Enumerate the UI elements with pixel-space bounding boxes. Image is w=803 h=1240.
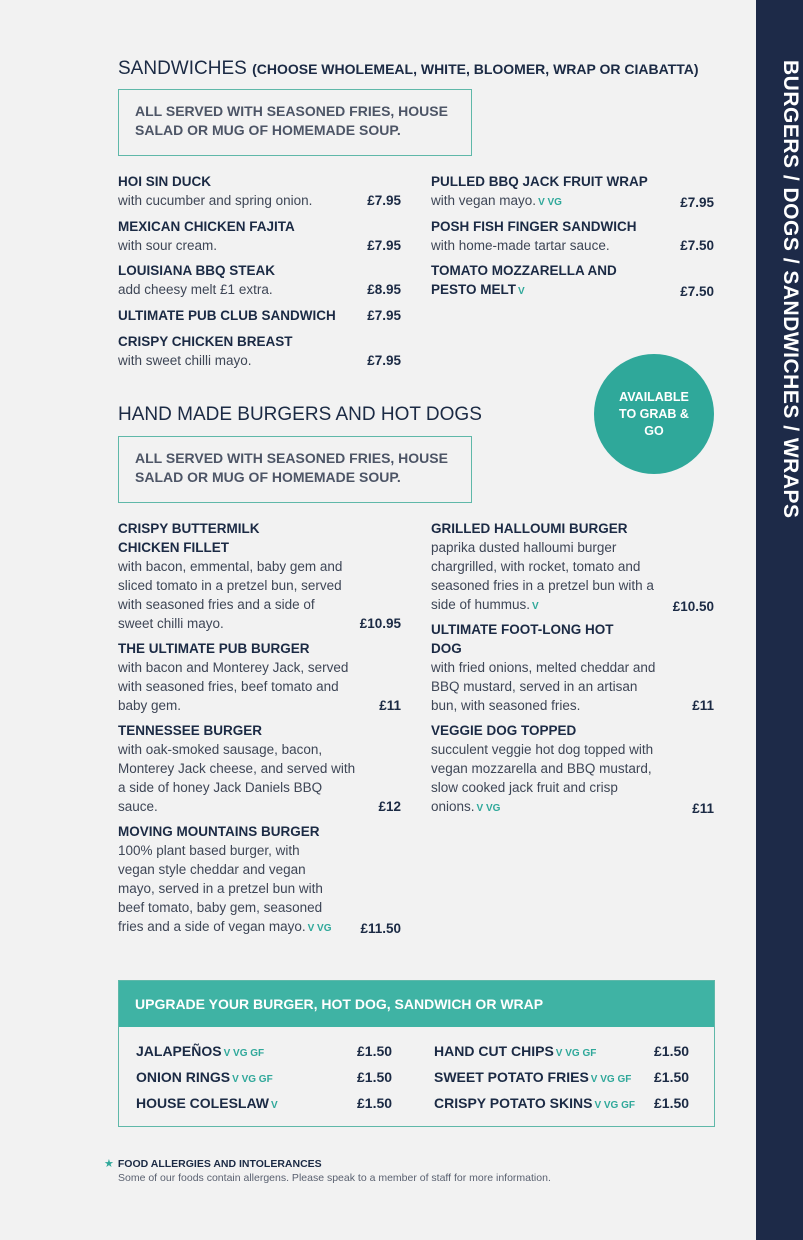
item-name: POSH FISH FINGER SANDWICH <box>431 219 637 234</box>
menu-item <box>118 639 401 715</box>
item-desc: with vegan mayo. <box>431 193 537 208</box>
upgrade-price: £1.50 <box>654 1043 690 1059</box>
upgrade-price: £1.50 <box>357 1069 393 1085</box>
upgrade-item <box>434 1095 635 1111</box>
allergy-notice <box>104 1157 551 1185</box>
item-price: £10.95 <box>359 616 401 631</box>
item-price: £11 <box>692 801 714 816</box>
item-price: £7.50 <box>680 238 714 253</box>
sidebar-label: BURGERS / DOGS / SANDWICHES / WRAPS <box>779 60 802 519</box>
item-desc: with oak-smoked sausage, bacon, Monterey Jack cheese, and served with a side of honey Jack Daniels BBQ sauce. <box>118 742 356 814</box>
badge-label: AVAILABLE TO GRAB & GO <box>619 389 689 438</box>
item-name: VEGGIE DOG TOPPED <box>431 723 577 738</box>
upgrade-item-name: CRISPY POTATO SKINS <box>434 1095 593 1111</box>
upgrade-price: £1.50 <box>357 1043 393 1059</box>
upgrade-item <box>136 1043 264 1059</box>
dietary-tag: V <box>518 286 525 297</box>
item-price: £10.50 <box>672 599 714 614</box>
upgrade-price: £1.50 <box>357 1095 393 1111</box>
upgrade-price: £1.50 <box>654 1095 690 1111</box>
dietary-tag: V VG GF <box>223 1048 265 1059</box>
dietary-tag: V VG GF <box>594 1100 635 1111</box>
item-desc: paprika dusted halloumi burger chargrilled, with rocket, tomato and seasoned fries in a pretzel bun with a side of hummus. <box>431 540 654 612</box>
allergy-heading: FOOD ALLERGIES AND INTOLERANCES <box>117 1158 322 1170</box>
item-name: HOI SIN DUCK <box>118 174 212 189</box>
upgrade-item <box>434 1043 596 1059</box>
menu-item <box>431 721 714 818</box>
dietary-tag: V <box>532 601 539 612</box>
dietary-tag: V VG GF <box>555 1048 597 1059</box>
item-name: LOUISIANA BBQ STEAK <box>118 263 276 278</box>
item-desc: with cucumber and spring onion. <box>118 193 313 208</box>
star-icon: ★ <box>104 1158 114 1170</box>
menu-item <box>118 172 401 210</box>
item-name: ULTIMATE FOOT-LONG HOT DOG <box>431 622 614 656</box>
item-desc: with home-made tartar sauce. <box>431 238 610 253</box>
item-price: £8.95 <box>367 282 401 297</box>
burgers-note: ALL SERVED WITH SEASONED FRIES, HOUSE SALAD OR MUG OF HOMEMADE SOUP. <box>118 436 472 503</box>
item-price: £11 <box>692 698 714 713</box>
item-name: GRILLED HALLOUMI BURGER <box>431 521 628 536</box>
sandwiches-title <box>118 58 699 80</box>
upgrade-item-name: ONION RINGS <box>136 1069 231 1085</box>
sandwiches-title-text: SANDWICHES <box>118 58 247 79</box>
item-desc: succulent veggie hot dog topped with vegan mozzarella and BBQ mustard, slow cooked jack fruit and crisp onions. <box>431 742 654 814</box>
upgrade-price: £1.50 <box>654 1069 690 1085</box>
dietary-tag: V <box>271 1100 278 1111</box>
dietary-tag: V VG GF <box>232 1074 273 1085</box>
upgrade-item-name: HAND CUT CHIPS <box>434 1043 554 1059</box>
item-desc: 100% plant based burger, with vegan style cheddar and vegan mayo, served in a pretzel bun with beef tomato, baby gem, seasoned fries and a side of vegan mayo. <box>118 843 323 934</box>
item-price: £7.95 <box>367 193 401 208</box>
grab-and-go-badge <box>594 354 714 474</box>
item-price: £12 <box>378 799 401 814</box>
menu-item <box>118 721 401 816</box>
item-name: ULTIMATE PUB CLUB SANDWICH <box>118 308 336 323</box>
upgrade-item-name: JALAPEÑOS <box>136 1043 222 1059</box>
item-price: £7.95 <box>367 353 401 368</box>
upgrade-item <box>434 1069 631 1085</box>
item-price: £11 <box>379 698 401 713</box>
item-name: MEXICAN CHICKEN FAJITA <box>118 219 295 234</box>
item-name: MOVING MOUNTAINS BURGER <box>118 824 320 839</box>
menu-item <box>118 261 401 299</box>
dietary-tag: V VG <box>307 923 332 934</box>
upgrade-item-name: HOUSE COLESLAW <box>136 1095 270 1111</box>
menu-item <box>431 519 714 616</box>
item-desc: with fried onions, melted cheddar and BBQ mustard, served in an artisan bun, with seasoned fries. <box>431 660 656 713</box>
item-name: CRISPY BUTTERMILK CHICKEN FILLET <box>118 521 260 555</box>
upgrade-item <box>136 1095 278 1111</box>
sandwiches-subtitle: (CHOOSE WHOLEMEAL, WHITE, BLOOMER, WRAP OR CIABATTA) <box>252 61 699 77</box>
menu-item <box>431 261 714 301</box>
menu-item <box>118 306 401 325</box>
sandwiches-note: ALL SERVED WITH SEASONED FRIES, HOUSE SALAD OR MUG OF HOMEMADE SOUP. <box>118 89 472 156</box>
menu-item <box>118 332 401 370</box>
allergy-text: Some of our foods contain allergens. Please speak to a member of staff for more information. <box>118 1172 551 1184</box>
upgrade-item <box>136 1069 273 1085</box>
item-price: £7.50 <box>680 284 714 299</box>
item-price: £7.95 <box>680 195 714 210</box>
item-name: THE ULTIMATE PUB BURGER <box>118 641 310 656</box>
item-desc: with sweet chilli mayo. <box>118 353 252 368</box>
burgers-title: HAND MADE BURGERS AND HOT DOGS <box>118 404 482 425</box>
item-desc: add cheesy melt £1 extra. <box>118 282 273 297</box>
item-name: PULLED BBQ JACK FRUIT WRAP <box>431 174 648 189</box>
upgrade-box <box>118 980 715 1127</box>
menu-item <box>431 217 714 255</box>
dietary-tag: V VG GF <box>590 1074 632 1085</box>
item-desc: with bacon, emmental, baby gem and sliced tomato in a pretzel bun, served with seasoned fries and a side of sweet chilli mayo. <box>118 559 343 631</box>
item-price: £11.50 <box>360 921 401 936</box>
menu-item <box>118 519 401 633</box>
menu-item <box>118 217 401 255</box>
menu-item <box>118 822 401 938</box>
menu-item <box>431 620 714 715</box>
upgrade-item-name: SWEET POTATO FRIES <box>434 1069 589 1085</box>
upgrade-title: UPGRADE YOUR BURGER, HOT DOG, SANDWICH OR WRAP <box>119 981 714 1027</box>
item-name: CRISPY CHICKEN BREAST <box>118 334 293 349</box>
item-price: £7.95 <box>367 238 401 253</box>
menu-item <box>431 172 714 212</box>
item-name: TENNESSEE BURGER <box>118 723 263 738</box>
dietary-tag: V VG <box>476 803 501 814</box>
item-price: £7.95 <box>367 308 401 323</box>
item-name: TOMATO MOZZARELLA AND PESTO MELT <box>431 263 617 297</box>
item-desc: with sour cream. <box>118 238 218 253</box>
dietary-tag: V VG <box>538 197 562 208</box>
item-desc: with bacon and Monterey Jack, served with seasoned fries, beef tomato and baby gem. <box>118 660 349 713</box>
